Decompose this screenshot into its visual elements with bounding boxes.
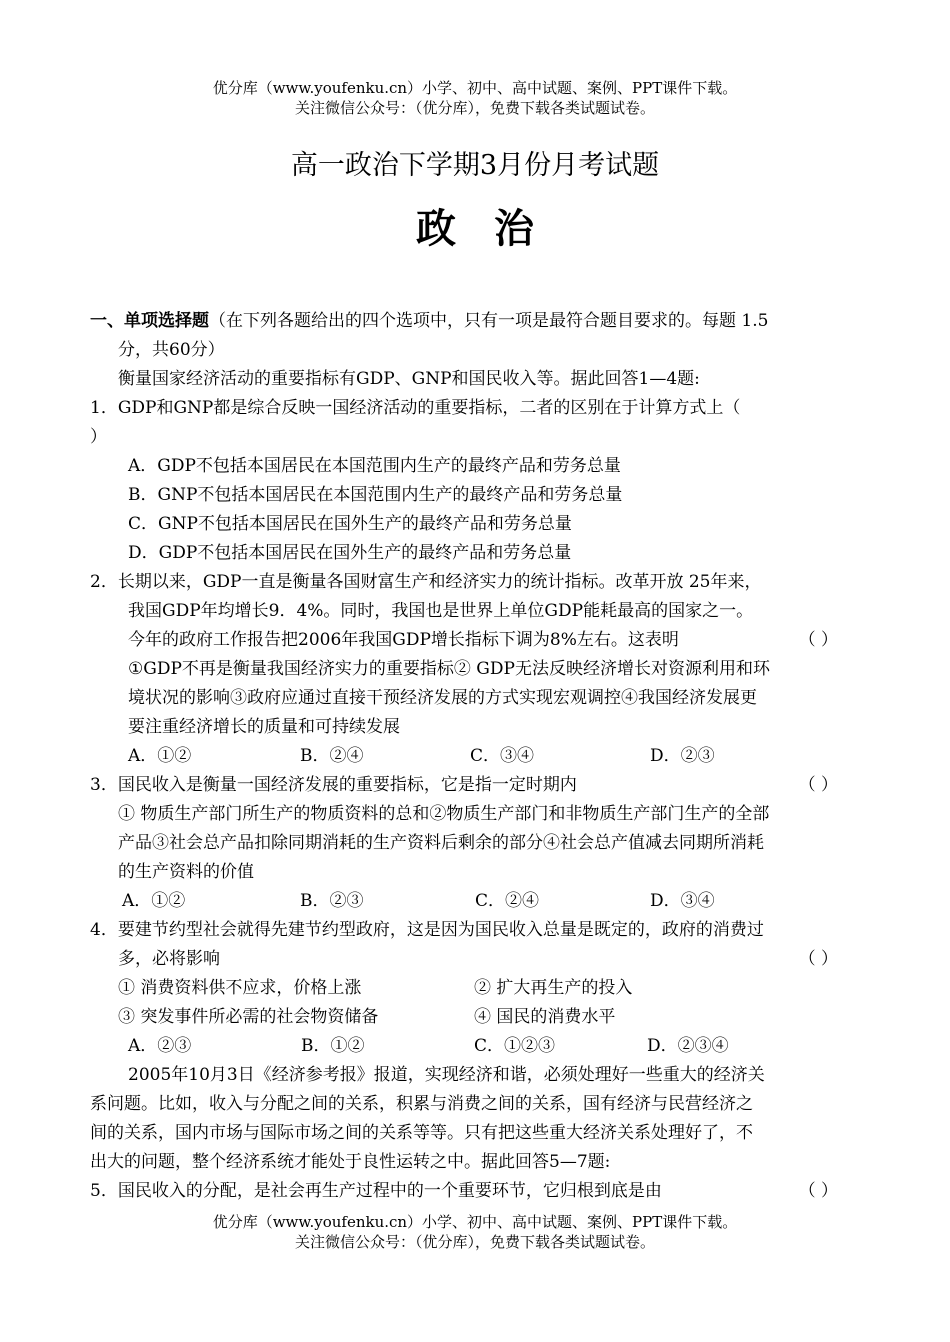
q1-option-a: A．GDP不包括本国居民在本国范围内生产的最终产品和劳务总量 — [128, 456, 621, 476]
q3-option-c: C．②④ — [475, 891, 540, 911]
section-heading-line — [90, 307, 862, 336]
passage-line-2: 系问题。比如，收入与分配之间的关系，积累与消费之间的关系，国有经济与民营经济之 — [90, 1094, 753, 1114]
q4-statements-row-2 — [90, 1003, 862, 1032]
q2-option-b: B．②④ — [300, 746, 364, 766]
q4-statement-4: ④ 国民的消费水平 — [474, 1007, 616, 1027]
q1-option-d: D．GDP不包括本国居民在国外生产的最终产品和劳务总量 — [128, 543, 572, 563]
q4-stem-2-text: 多，必将影响 — [118, 949, 220, 969]
exam-title: 高一政治下学期3月份月考试题 — [290, 150, 660, 181]
q2-option-c: C．③④ — [470, 746, 535, 766]
header-line-2: 关注微信公众号：（优分库），免费下载各类试题试卷。 — [294, 99, 655, 117]
q5-stem — [90, 1177, 862, 1206]
q2-answer-paren: （ ） — [798, 630, 838, 650]
q3-stem — [90, 771, 862, 800]
q5-answer-paren: （ ） — [798, 1181, 838, 1201]
q2-stem-3-text: 今年的政府工作报告把2006年我国GDP增长指标下调为8%左右。这表明 — [128, 630, 679, 650]
section-desc-cont: 分，共60分） — [118, 340, 225, 360]
q4-statements-row-1 — [90, 974, 862, 1003]
q3-option-b: B．②③ — [300, 891, 364, 911]
q2-statement-1: ①GDP不再是衡量我国经济实力的重要指标② GDP无法反映经济增长对资源利用和环 — [128, 659, 770, 679]
q3-stem-text: 3．国民收入是衡量一国经济发展的重要指标，它是指一定时期内 — [90, 775, 577, 795]
q4-option-d: D．②③④ — [647, 1036, 729, 1056]
footer-line-2: 关注微信公众号：（优分库），免费下载各类试题试卷。 — [294, 1233, 655, 1251]
q2-statement-2: 境状况的影响③政府应通过直接干预经济发展的方式实现宏观调控④我国经济发展更 — [128, 688, 757, 708]
q1-stem: 1．GDP和GNP都是综合反映一国经济活动的重要指标，二者的区别在于计算方式上（ — [90, 398, 741, 418]
passage-line-1: 2005年10月3日《经济参考报》报道，实现经济和谐，必须处理好一些重大的经济关 — [128, 1065, 765, 1085]
q3-statement-1: ① 物质生产部门所生产的物质资料的总和②物质生产部门和非物质生产部门生产的全部 — [118, 804, 770, 824]
q5-stem-text: 5．国民收入的分配，是社会再生产过程中的一个重要环节，它归根到底是由 — [90, 1181, 662, 1201]
q2-statement-3: 要注重经济增长的质量和可持续发展 — [128, 717, 400, 737]
header-line-1: 优分库（www.youfenku.cn）小学、初中、高中试题、案例、PPT课件下载。 — [212, 79, 738, 97]
q1-option-b: B．GNP不包括本国居民在本国范围内生产的最终产品和劳务总量 — [128, 485, 623, 505]
q4-statement-2: ② 扩大再生产的投入 — [474, 978, 633, 998]
q3-statement-2: 产品③社会总产品扣除同期消耗的生产资料后剩余的部分④社会总产值减去同期所消耗 — [118, 833, 764, 853]
q4-options — [90, 1032, 862, 1061]
subject-title: 政治 — [416, 205, 572, 252]
passage-line-4: 出大的问题，整个经济系统才能处于良性运转之中。据此回答5—7题: — [90, 1152, 611, 1172]
q2-option-d: D．②③ — [650, 746, 715, 766]
q2-stem-3 — [90, 626, 862, 655]
section-intro: 衡量国家经济活动的重要指标有GDP、GNP和国民收入等。据此回答1—4题: — [118, 369, 700, 389]
q4-stem: 4．要建节约型社会就得先建节约型政府，这是因为国民收入总量是既定的，政府的消费过 — [90, 920, 764, 940]
q3-options — [90, 887, 862, 916]
q4-option-c: C．①②③ — [474, 1036, 556, 1056]
q3-statement-3: 的生产资料的价值 — [118, 862, 254, 882]
q2-stem-2: 我国GDP年均增长9．4%。同时，我国也是世界上单位GDP能耗最高的国家之一。 — [128, 601, 754, 621]
q2-options — [90, 742, 862, 771]
q2-stem: 2．长期以来，GDP一直是衡量各国财富生产和经济实力的统计指标。改革开放 25年来， — [90, 572, 762, 592]
q1-stem-cont: ） — [90, 427, 107, 447]
q4-statement-1: ① 消费资料供不应求，价格上涨 — [118, 978, 362, 998]
q4-answer-paren: （ ） — [798, 949, 838, 969]
footer-line-1: 优分库（www.youfenku.cn）小学、初中、高中试题、案例、PPT课件下载。 — [212, 1213, 738, 1231]
q3-option-a: A．①② — [122, 891, 186, 911]
exam-content — [90, 307, 862, 1206]
section-heading: 一、单项选择题 — [90, 311, 209, 331]
q4-stem-2 — [90, 945, 862, 974]
q3-option-d: D．③④ — [650, 891, 715, 911]
q3-answer-paren: （ ） — [798, 775, 838, 795]
section-desc: （在下列各题给出的四个选项中，只有一项是最符合题目要求的。每题 1.5 — [209, 311, 769, 331]
q4-option-b: B．①② — [301, 1036, 365, 1056]
q2-option-a: A．①② — [128, 746, 192, 766]
q4-statement-3: ③ 突发事件所必需的社会物资储备 — [118, 1007, 379, 1027]
passage-line-3: 间的关系，国内市场与国际市场之间的关系等等。只有把这些重大经济关系处理好了，不 — [90, 1123, 753, 1143]
q4-option-a: A．②③ — [128, 1036, 192, 1056]
q1-option-c: C．GNP不包括本国居民在国外生产的最终产品和劳务总量 — [128, 514, 572, 534]
